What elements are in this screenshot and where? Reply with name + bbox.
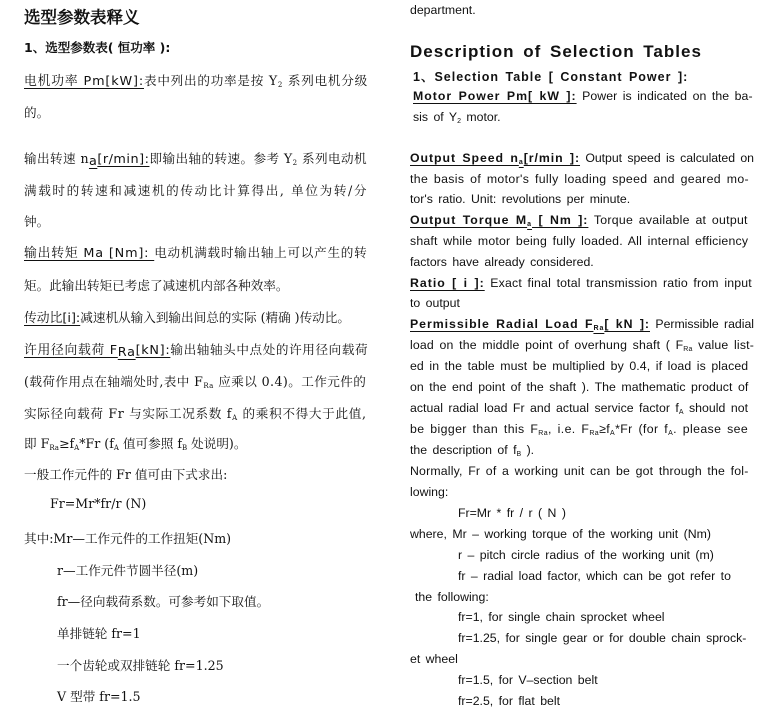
text-segment: actual radial load Fr and actual service factor f — [410, 401, 679, 415]
text-segment: , i.e. F — [548, 422, 590, 436]
text-segment: load on the middle point of overhung shaft ( F — [410, 338, 684, 352]
text-line — [458, 506, 566, 520]
text-line — [24, 371, 366, 390]
text-segment: Torque available at output — [588, 213, 748, 227]
text-line — [24, 339, 368, 358]
text-segment: 实际径向载荷 Fr 与实际工况系数 f — [24, 406, 233, 421]
text-segment: Fr=Mr * fr / r ( N ) — [458, 506, 566, 520]
text-segment: 满载时的转速和减速机的传动比计算得出, 单位为转/分 — [24, 183, 369, 198]
text-segment: Permissible radial — [650, 317, 754, 331]
subscript: B — [516, 451, 522, 458]
text-line — [415, 590, 489, 604]
text-segment: on the end point of the shaft ). The mathematic product of — [410, 380, 749, 394]
term-label: Motor Power Pm[ kW ]: — [413, 89, 577, 103]
text-segment: 输出转速 n — [24, 151, 89, 166]
subscript: 2 — [457, 118, 462, 125]
text-segment: ≥f — [58, 436, 75, 451]
text-segment: 应乘以 0.4)。工作元件的 — [213, 374, 367, 389]
text-line — [410, 338, 754, 352]
text-segment: 系列电机分级 — [283, 73, 368, 88]
subscript: A — [668, 430, 674, 437]
text-line — [410, 234, 748, 248]
text-segment: V 型带 fr=1.5 — [57, 689, 141, 704]
term-label: Ra — [593, 325, 605, 332]
text-segment: 减速机从输入到输出间总的实际 (精确 )传动比。 — [80, 310, 350, 325]
subscript: A — [678, 409, 684, 416]
text-segment: 1、选型参数表( 恒功率 ): — [24, 40, 171, 55]
text-segment: 的。 — [24, 105, 50, 120]
text-segment: . please see — [673, 422, 749, 436]
term-label: Ratio [ i ]: — [410, 276, 485, 290]
text-segment: value list- — [692, 338, 754, 352]
text-line — [24, 307, 350, 326]
text-segment: 的乘积不得大于此值, — [237, 406, 367, 421]
text-line — [24, 433, 246, 452]
text-line — [410, 151, 754, 165]
text-segment: ). — [521, 443, 535, 457]
text-line — [410, 401, 748, 415]
term-label: Ra — [117, 345, 136, 360]
text-line — [24, 528, 231, 547]
subscript: Ra — [538, 430, 549, 437]
text-line — [24, 38, 170, 56]
text-line — [24, 403, 367, 422]
text-line — [458, 631, 746, 645]
text-line — [410, 172, 749, 186]
text-segment: ≥f — [599, 422, 611, 436]
text-line — [413, 110, 501, 124]
text-segment: 表中列出的功率是按 Y — [144, 73, 278, 88]
text-segment: *Fr (f — [79, 436, 114, 451]
text-segment: fr=1.5, for V–section belt — [458, 673, 598, 687]
text-line — [410, 443, 534, 457]
text-segment: Normally, Fr of a working unit can be got through the fol- — [410, 464, 749, 478]
subscript: Ra — [683, 346, 693, 353]
text-segment: the following: — [415, 590, 489, 604]
text-line — [410, 3, 476, 17]
text-line — [410, 485, 448, 499]
subscript: Ra — [49, 444, 59, 452]
text-segment: to output — [410, 296, 460, 310]
text-segment: 1、Selection Table [ Constant Power ]: — [413, 70, 689, 84]
text-line — [410, 380, 748, 394]
text-segment: 即输出轴的转速。参考 Y — [149, 151, 293, 166]
text-segment: 输出轴轴头中点处的许用径向载荷 — [170, 342, 369, 357]
text-segment: 矩。此输出转矩已考虑了减速机内部各种效率。 — [24, 278, 289, 293]
subscript: A — [113, 444, 119, 452]
term-label: [kN]: — [135, 343, 171, 358]
text-segment: the description of f — [410, 443, 517, 457]
term-label: [r/min]: — [97, 152, 150, 167]
text-line — [24, 275, 288, 294]
text-line — [410, 652, 458, 666]
text-line — [24, 464, 227, 483]
text-segment: 一个齿轮或双排链轮 fr=1.25 — [57, 658, 224, 673]
text-line — [57, 591, 269, 610]
text-line — [57, 623, 141, 642]
text-line — [24, 148, 367, 167]
text-line — [413, 67, 688, 85]
text-segment: *Fr (for f — [615, 422, 669, 436]
text-segment: Description of Selection Tables — [410, 42, 702, 61]
text-segment: 一般工作元件的 Fr 值可由下式求出: — [24, 467, 228, 482]
section-title — [410, 42, 702, 62]
text-segment: fr=1, for single chain sprocket wheel — [458, 610, 665, 624]
text-segment: tor's ratio. Unit: revolutions per minute. — [410, 192, 631, 206]
text-line — [410, 192, 630, 206]
term-label: a — [518, 159, 524, 166]
text-line — [50, 496, 146, 511]
term-label: 传动比[i]: — [24, 311, 81, 326]
text-segment: ed in the table must be multiplied by 0.4, if load is placed — [410, 359, 749, 373]
text-line — [24, 180, 368, 199]
text-segment: motor. — [461, 110, 501, 124]
text-line — [410, 464, 748, 478]
text-line — [413, 89, 753, 103]
text-segment: fr=2.5, for flat belt — [458, 694, 561, 708]
term-label: Output Torque M — [410, 213, 528, 227]
text-segment: 选型参数表释义 — [24, 8, 140, 27]
term-label: Permissible Radial Load F — [410, 317, 594, 331]
subscript: Ra — [203, 382, 214, 390]
text-segment: 值可参照 f — [118, 436, 182, 451]
text-line — [24, 70, 368, 89]
term-label: 输出转矩 Ma [Nm]: — [24, 246, 155, 261]
text-line — [410, 317, 754, 331]
text-line — [458, 694, 560, 708]
text-line — [458, 569, 731, 583]
text-segment: be bigger than this F — [410, 422, 539, 436]
text-line — [410, 296, 460, 310]
text-segment: r – pitch circle radius of the working unit (m) — [458, 548, 714, 562]
term-label: Output Speed n — [410, 151, 519, 165]
text-segment: 电动机满载时输出轴上可以产生的转 — [154, 245, 368, 260]
text-segment: 即 F — [24, 436, 50, 451]
term-label: a — [527, 221, 533, 228]
text-segment: et wheel — [410, 652, 458, 666]
text-line — [57, 655, 224, 674]
text-segment: (载荷作用点在轴端处时,表中 F — [24, 374, 204, 389]
term-label: 电机功率 Pm[kW]: — [24, 74, 144, 89]
text-line — [24, 211, 49, 230]
text-segment: Power is indicated on the ba- — [576, 89, 753, 103]
text-segment: sis of Y — [413, 110, 458, 124]
text-segment: department. — [410, 3, 476, 17]
subscript: Ra — [589, 430, 600, 437]
text-line — [410, 359, 748, 373]
term-label: [r/min ]: — [523, 151, 581, 165]
text-segment: fr—径向载荷系数。可参考如下取值。 — [57, 594, 270, 609]
text-line — [57, 686, 141, 705]
text-segment: 系列电动机 — [297, 151, 367, 166]
subscript: A — [232, 414, 238, 422]
text-line — [57, 560, 198, 579]
term-label: [ kN ]: — [604, 317, 650, 331]
text-segment: 钟。 — [24, 214, 50, 229]
term-label: 许用径向载荷 F — [24, 343, 118, 358]
text-line — [410, 422, 748, 436]
text-line — [458, 548, 714, 562]
text-line — [410, 213, 748, 227]
text-segment: Output speed is calculated on — [580, 151, 754, 165]
text-segment: Fr=Mr*fr/r (N) — [50, 496, 147, 511]
text-segment: factors have already considered. — [410, 255, 594, 269]
term-label: a — [88, 154, 98, 169]
text-segment: lowing: — [410, 485, 449, 499]
text-segment: r—工作元件节圆半径(m) — [57, 563, 199, 578]
text-segment: 其中:Mr—工作元件的工作扭矩(Nm) — [24, 531, 232, 546]
section-title — [24, 4, 140, 28]
text-line — [410, 255, 594, 269]
subscript: 2 — [277, 81, 284, 89]
text-segment: Exact final total transmission ratio from input — [484, 276, 752, 290]
text-segment: 单排链轮 fr=1 — [57, 626, 141, 641]
text-line — [24, 102, 49, 121]
text-segment: where, Mr – working torque of the working unit (Nm) — [410, 527, 711, 541]
subscript: A — [610, 430, 616, 437]
text-line — [24, 242, 367, 261]
text-segment: shaft while motor being fully loaded. All internal efficiency — [410, 234, 749, 248]
subscript: A — [74, 444, 80, 452]
text-line — [458, 673, 598, 687]
subscript: 2 — [292, 159, 298, 167]
subscript: B — [181, 444, 188, 452]
text-segment: fr – radial load factor, which can be got refer to — [458, 569, 731, 583]
text-line — [410, 276, 752, 290]
text-segment: the basis of motor's fully loading speed and geared mo- — [410, 172, 749, 186]
text-line — [410, 527, 711, 541]
text-segment: 处说明)。 — [187, 436, 247, 451]
text-segment: fr=1.25, for single gear or for double chain sprock- — [458, 631, 747, 645]
term-label: [ Nm ]: — [532, 213, 589, 227]
text-segment: should not — [683, 401, 749, 415]
text-line — [458, 610, 665, 624]
